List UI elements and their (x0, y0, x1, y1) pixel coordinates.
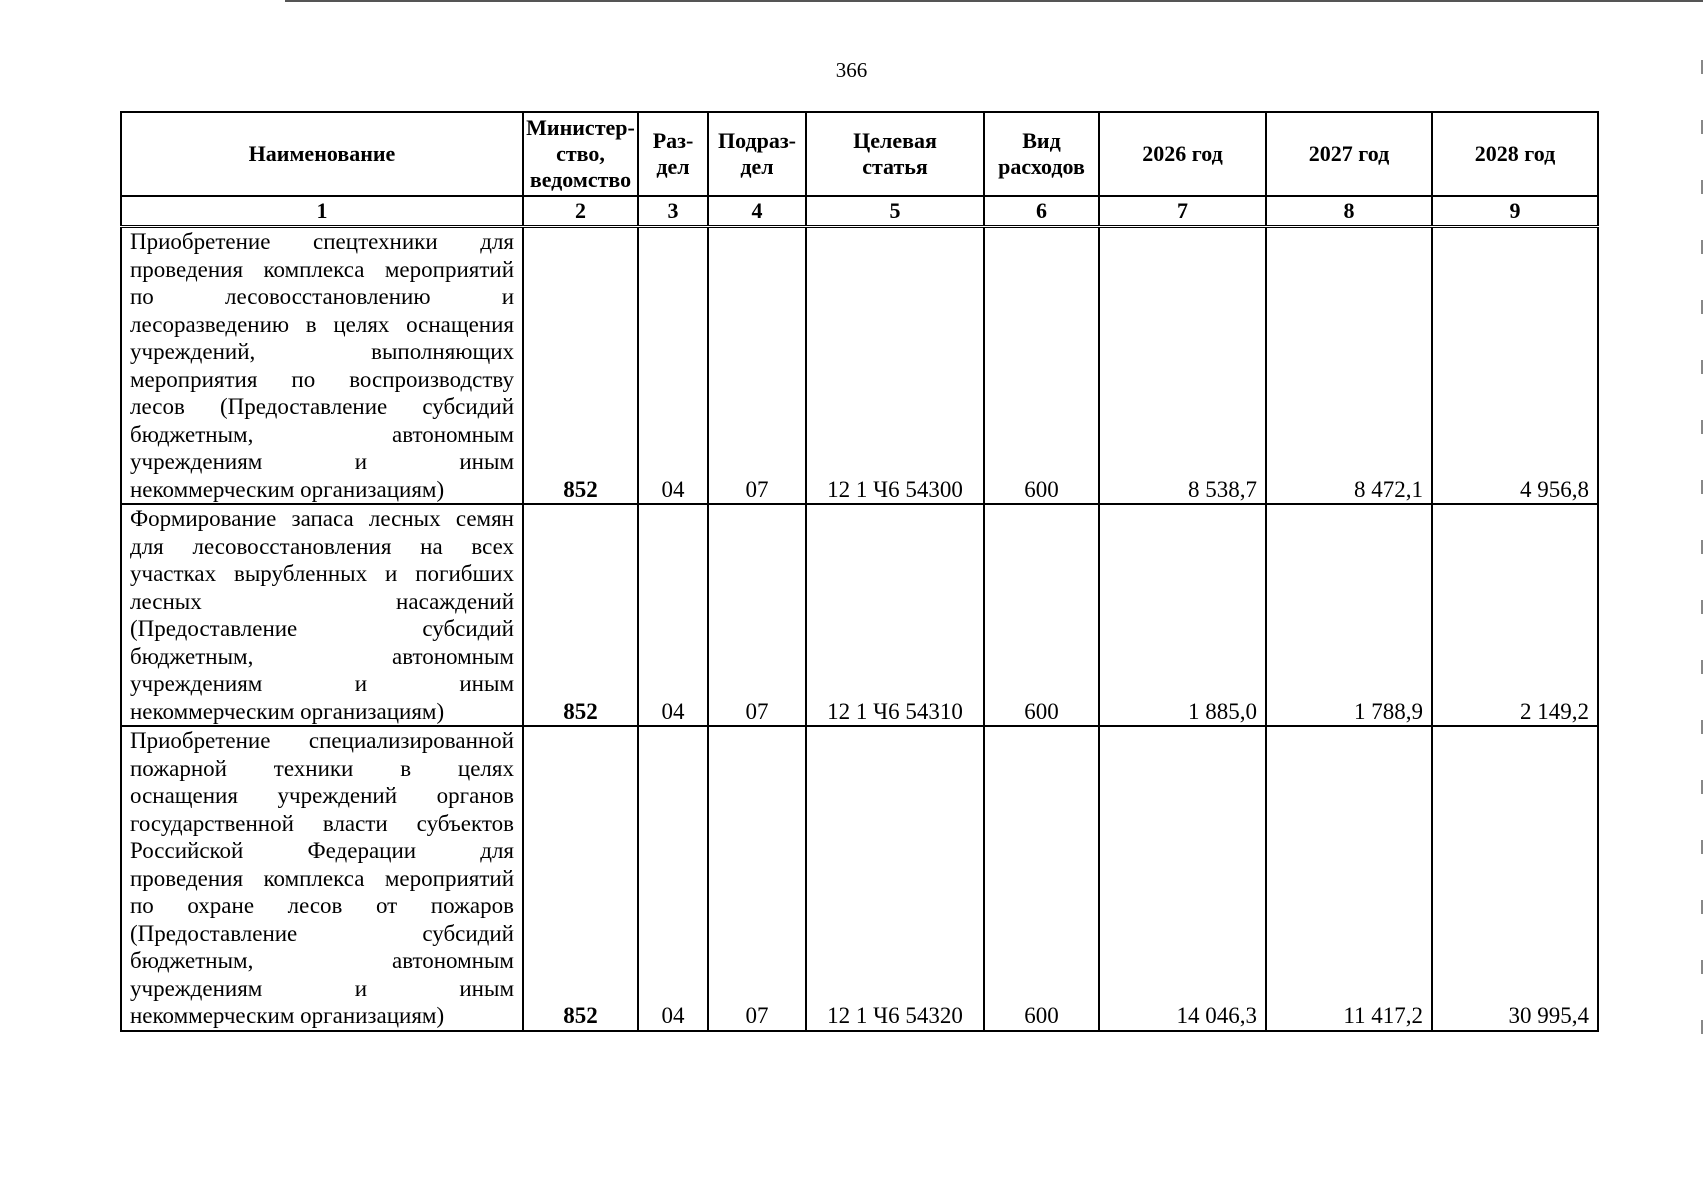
name-line: учреждений, выполняющих (130, 339, 514, 364)
column-number: 3 (638, 196, 708, 227)
name-cell (121, 227, 523, 505)
name-line: некоммерческим организациям) (130, 1003, 445, 1028)
header-expense-type-line: Вид (1022, 128, 1061, 153)
header-expense-type-line: расходов (998, 154, 1085, 179)
ministry-cell: 852 (523, 227, 638, 505)
section-cell: 04 (638, 726, 708, 1031)
column-number-row (121, 196, 1598, 227)
name-line: (Предоставление субсидий (130, 920, 514, 946)
name-line: лесов (Предоставление субсидий (130, 394, 514, 419)
name-line: бюджетным, автономным (130, 643, 514, 669)
subsection-cell: 07 (708, 726, 806, 1031)
scan-edge-top (285, 0, 1703, 2)
expense-type-cell: 600 (984, 227, 1099, 505)
name-line: учреждениям и иным (130, 449, 514, 474)
amount-2027-cell: 11 417,2 (1266, 726, 1432, 1031)
name-line: лесных насаждений (130, 588, 514, 614)
name-line: проведения комплекса мероприятий (130, 256, 514, 282)
name-line: учреждениям и иным (130, 975, 514, 1001)
column-number: 2 (523, 196, 638, 227)
header-ministry-line: ведомство (529, 167, 632, 192)
name-line: учреждениям и иным (130, 671, 514, 696)
header-target (806, 112, 984, 196)
table-row (121, 504, 1598, 726)
header-subsection-line: дел (740, 154, 774, 179)
name-line: пожарной техники в целях (130, 755, 514, 781)
name-line: лесоразведению в целях оснащения (130, 311, 514, 337)
name-line: государственной власти субъектов (130, 810, 514, 836)
header-2026: 2026 год (1099, 112, 1266, 196)
column-number: 7 (1099, 196, 1266, 227)
name-line: по охране лесов от пожаров (130, 893, 514, 918)
name-cell (121, 726, 523, 1031)
ministry-cell: 852 (523, 726, 638, 1031)
amount-2028-cell: 30 995,4 (1432, 726, 1598, 1031)
expense-type-cell: 600 (984, 726, 1099, 1031)
header-target-line: Целевая (853, 128, 937, 153)
header-section (638, 112, 708, 196)
table-row (121, 726, 1598, 1031)
column-number: 8 (1266, 196, 1432, 227)
table-header-row (121, 112, 1598, 196)
header-target-line: статья (862, 154, 928, 179)
section-cell: 04 (638, 504, 708, 726)
section-cell: 04 (638, 227, 708, 505)
column-number: 4 (708, 196, 806, 227)
subsection-cell: 07 (708, 227, 806, 505)
name-line: Формирование запаса лесных семян (130, 506, 514, 531)
name-line: Приобретение специализированной (130, 728, 514, 753)
amount-2026-cell: 1 885,0 (1099, 504, 1266, 726)
amount-2026-cell: 8 538,7 (1099, 227, 1266, 505)
column-number: 1 (121, 196, 523, 227)
amount-2028-cell: 2 149,2 (1432, 504, 1598, 726)
subsection-cell: 07 (708, 504, 806, 726)
header-subsection-line: Подраз- (717, 128, 796, 153)
target-article-cell: 12 1 Ч6 54300 (806, 227, 984, 505)
name-line: проведения комплекса мероприятий (130, 865, 514, 891)
target-article-cell: 12 1 Ч6 54320 (806, 726, 984, 1031)
name-line: Российской Федерации для (130, 838, 514, 863)
name-line: некоммерческим организациям) (130, 476, 445, 502)
name-line: мероприятия по воспроизводству (130, 366, 514, 392)
header-subsection (708, 112, 806, 196)
amount-2027-cell: 1 788,9 (1266, 504, 1432, 726)
header-ministry-line: ство, (556, 141, 605, 166)
name-line: участках вырубленных и погибших (130, 561, 514, 586)
target-article-cell: 12 1 Ч6 54310 (806, 504, 984, 726)
header-2028: 2028 год (1432, 112, 1598, 196)
name-cell (121, 504, 523, 726)
amount-2027-cell: 8 472,1 (1266, 227, 1432, 505)
budget-table (120, 111, 1599, 1032)
name-line: для лесовосстановления на всех (130, 533, 514, 559)
header-expense-type (984, 112, 1099, 196)
column-number: 9 (1432, 196, 1598, 227)
column-number: 6 (984, 196, 1099, 227)
name-line: по лесовосстановлению и (130, 284, 514, 309)
expense-type-cell: 600 (984, 504, 1099, 726)
name-line: (Предоставление субсидий (130, 616, 514, 641)
header-name: Наименование (121, 112, 523, 196)
name-line: некоммерческим организациям) (130, 698, 445, 724)
amount-2028-cell: 4 956,8 (1432, 227, 1598, 505)
name-line: Приобретение спецтехники для (130, 229, 514, 254)
header-section-line: Раз- (652, 128, 694, 153)
table-row (121, 227, 1598, 505)
ministry-cell: 852 (523, 504, 638, 726)
header-ministry-line: Министер- (526, 115, 635, 140)
table-body (121, 227, 1598, 1031)
header-2027: 2027 год (1266, 112, 1432, 196)
page-number: 366 (835, 58, 868, 82)
header-section-line: дел (656, 154, 690, 179)
name-line: бюджетным, автономным (130, 421, 514, 447)
name-line: бюджетным, автономным (130, 948, 514, 973)
column-number: 5 (806, 196, 984, 227)
header-ministry (523, 112, 638, 196)
amount-2026-cell: 14 046,3 (1099, 726, 1266, 1031)
name-line: оснащения учреждений органов (130, 783, 514, 808)
